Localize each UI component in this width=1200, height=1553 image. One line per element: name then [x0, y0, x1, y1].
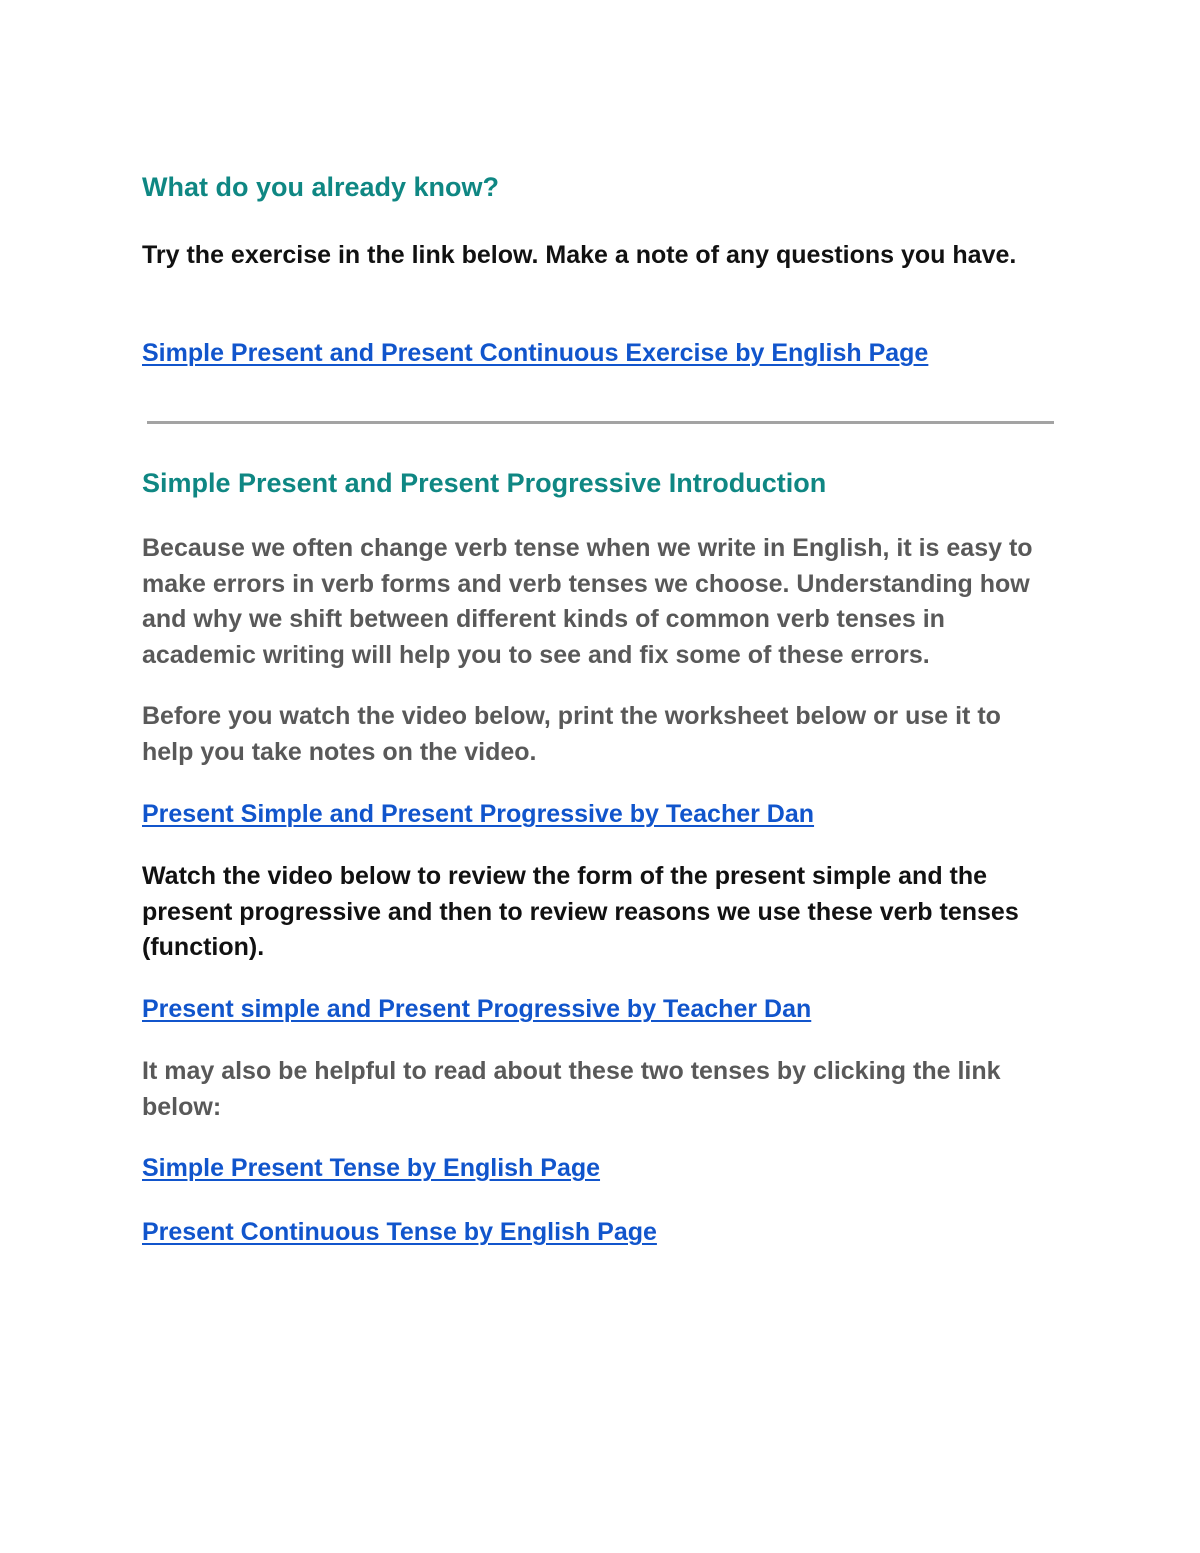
simple-present-tense-link[interactable]: Simple Present Tense by English Page — [142, 1154, 601, 1182]
worksheet-link[interactable]: Present Simple and Present Progressive by Teacher Dan — [142, 800, 815, 828]
section-heading-introduction: Simple Present and Present Progressive Introduction — [142, 468, 827, 498]
watch-video-instruction: Watch the video below to review the form of the present simple and the present progressive and then to review reasons we use these verb tenses (function). — [142, 862, 1019, 961]
section-heading-what-do-you-know: What do you already know? — [142, 172, 500, 202]
read-more-paragraph: It may also be helpful to read about these two tenses by clicking the link below: — [142, 1057, 1001, 1121]
exercise-instruction: Try the exercise in the link below. Make a note of any questions you have. — [142, 241, 1017, 269]
intro-paragraph: Because we often change verb tense when we write in English, it is easy to make errors in verb forms and verb tenses we choose. Understanding how and why we shift between different kinds of common verb tenses in academic writing will help you to see and fix some of these errors. — [142, 534, 1033, 669]
video-link[interactable]: Present simple and Present Progressive by Teacher Dan — [142, 995, 812, 1023]
before-video-paragraph: Before you watch the video below, print the worksheet below or use it to help you take notes on the video. — [142, 702, 1001, 766]
horizontal-divider — [147, 421, 1054, 424]
present-continuous-tense-link[interactable]: Present Continuous Tense by English Page — [142, 1218, 657, 1246]
exercise-link[interactable]: Simple Present and Present Continuous Exercise by English Page — [142, 339, 929, 367]
